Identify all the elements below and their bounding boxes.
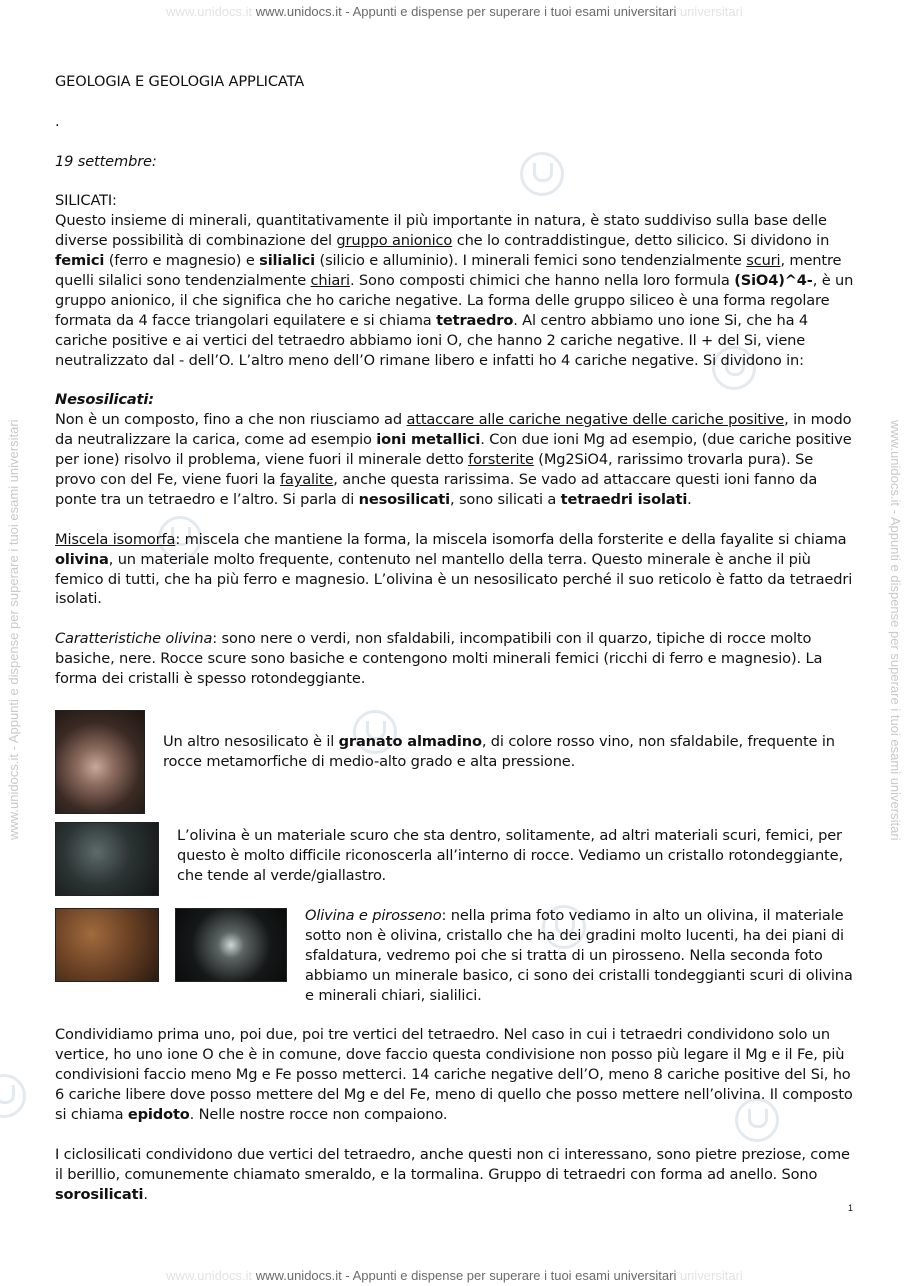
document-body	[55, 72, 855, 1204]
silicati-paragraph: Questo insieme di minerali, quantitativamente il più importante in natura, è stato suddiviso sulla base delle diverse possibilità di combinazione del gruppo anionico che lo contraddistingue, detto silicico. Si dividono in femici (ferro e magnesio) e silialici (silicio e alluminio). I minerali femici sono tendenzialmente scuri, mentre quelli silalici sono tendenzialmente chiari. Sono composti chimici che hanno nella loro formula (SiO4)^4-, è un gruppo anionico, il che significa che ho cariche negative. La forma delle gruppo siliceo è una forma regolare formata da 4 facce triangolari equilatere e si chiama tetraedro. Al centro abbiamo uno ione Si, che ha 4 cariche positive e ai vertici del tetraedro abbiamo ioni O, che hanno 2 cariche negative. Il + del Si, viene neutralizzato dal - dell’O. L’altro meno dell’O rimane libero e infatti ho 4 cariche negative. Si dividono in:	[55, 212, 854, 369]
nesosilicati-paragraph: Non è un composto, fino a che non riusciamo ad attaccare alle cariche negative delle cariche positive, in modo da neutralizzare la carica, come ad esempio ioni metallici. Con due ioni Mg ad esempio, (due cariche positive per ione) risolvo il problema, viene fuori il minerale detto forsterite (Mg2SiO4, rarissimo trovarla pura). Se provo con del Fe, viene fuori la fayalite, anche questa rarissima. Se vado ad attaccare questi ioni fanno da ponte tra un tetraedro e l’altro. Si parla di nesosilicati, sono silicati a tetraedri isolati.	[55, 411, 852, 508]
page-number: 1	[848, 1203, 854, 1213]
basic-mineral-photo	[175, 908, 287, 982]
epidoto-paragraph: Condividiamo prima uno, poi due, poi tre vertici del tetraedro. Nel caso in cui i tetraedri condividono solo un vertice, ho uno ione O che è in comune, dove faccio questa condivisione non posso più legare il Mg e il Fe, più condivisioni faccio meno Mg e Fe posso metterci. 14 cariche negative dell’O, meno 8 cariche positive del Si, ho 6 cariche libere dove posso mettere del Mg e del Fe, meno di quello che posso mettere nell’olivina. Il composto si chiama epidoto. Nelle nostre rocce non compaiono.	[55, 1026, 853, 1123]
footer-ghost-right: universitari	[679, 1268, 743, 1283]
date-heading	[55, 152, 855, 172]
olivina-section	[55, 822, 855, 896]
footer-ghost-left: www.unidocs.it	[166, 1268, 253, 1283]
olivina-photo	[55, 822, 159, 896]
footer-watermark	[0, 1268, 909, 1283]
caratteristiche-paragraph: Caratteristiche olivina: sono nere o verdi, non sfaldabili, incompatibili con il quarzo, tipiche di rocce molto basiche, nere. Rocce scure sono basiche e contengono molti minerali femici (ricchi di ferro e magnesio). La forma dei cristalli è spesso rotondeggiante.	[55, 630, 823, 688]
pirosseno-photo	[55, 908, 159, 982]
silicati-heading: SILICATI:	[55, 192, 117, 210]
header-watermark-text: www.unidocs.it - Appunti e dispense per superare i tuoi esami universitari	[255, 4, 677, 19]
granato-photo	[55, 710, 145, 814]
right-side-watermark: www.unidocs.it - Appunti e dispense per superare i tuoi esami universitari	[888, 420, 903, 841]
unidocs-logo-icon	[0, 1074, 26, 1118]
olivina-caption: L’olivina è un materiale scuro che sta dentro, solitamente, ad altri materiali scuri, femici, per questo è molto difficile riconoscerla all’interno di rocce. Vediamo un cristallo rotondeggiante, che tende al verde/giallastro.	[177, 826, 843, 884]
date-text: 19 settembre:	[55, 152, 157, 170]
miscela-paragraph: Miscela isomorfa: miscela che mantiene la forma, la miscela isomorfa della forsterite e della fayalite si chiama olivina, un materiale molto frequente, contenuto nel mantello della terra. Questo minerale è anche il più femico di tutti, che ha più ferro e magnesio. L’olivina è un nesosilicato perché il suo reticolo è fatto da tetraedri isolati.	[55, 530, 853, 608]
header-ghost-right: universitari	[679, 4, 743, 19]
granato-section	[55, 710, 855, 814]
header-watermark	[0, 4, 909, 19]
footer-watermark-text: www.unidocs.it - Appunti e dispense per superare i tuoi esami universitari	[255, 1268, 677, 1283]
olivina-pirosseno-section	[55, 908, 855, 1006]
olivina-pirosseno-caption: Olivina e pirosseno: nella prima foto vediamo in alto un olivina, il materiale sotto non è olivina, cristallo che ha dei gradini molto lucenti, ha dei piani di sfaldatura, vedremo poi che si tratta di un pirosseno. Nella seconda foto abbiamo un minerale basico, ci sono dei cristalli tondeggianti scuri di olivina e minerali chiari, sialilici.	[305, 906, 853, 1004]
header-ghost-left: www.unidocs.it	[166, 4, 253, 19]
granato-caption: Un altro nesosilicato è il granato almadino, di colore rosso vino, non sfaldabile, frequente in rocce metamorfiche di medio-alto grado e alta pressione.	[163, 732, 835, 770]
nesosilicati-heading: Nesosilicati:	[55, 391, 154, 409]
dot-line: .	[55, 112, 60, 130]
ciclosilicati-paragraph: I ciclosilicati condividono due vertici del tetraedro, anche questi non ci interessano, sono pietre preziose, come il berillio, comunemente chiamato smeraldo, e la tormalina. Gruppo di tetraedri con forma ad anello. Sono sorosilicati.	[55, 1145, 850, 1203]
document-title: GEOLOGIA E GEOLOGIA APPLICATA	[55, 73, 305, 90]
left-side-watermark: www.unidocs.it - Appunti e dispense per superare i tuoi esami universitari	[6, 419, 21, 840]
